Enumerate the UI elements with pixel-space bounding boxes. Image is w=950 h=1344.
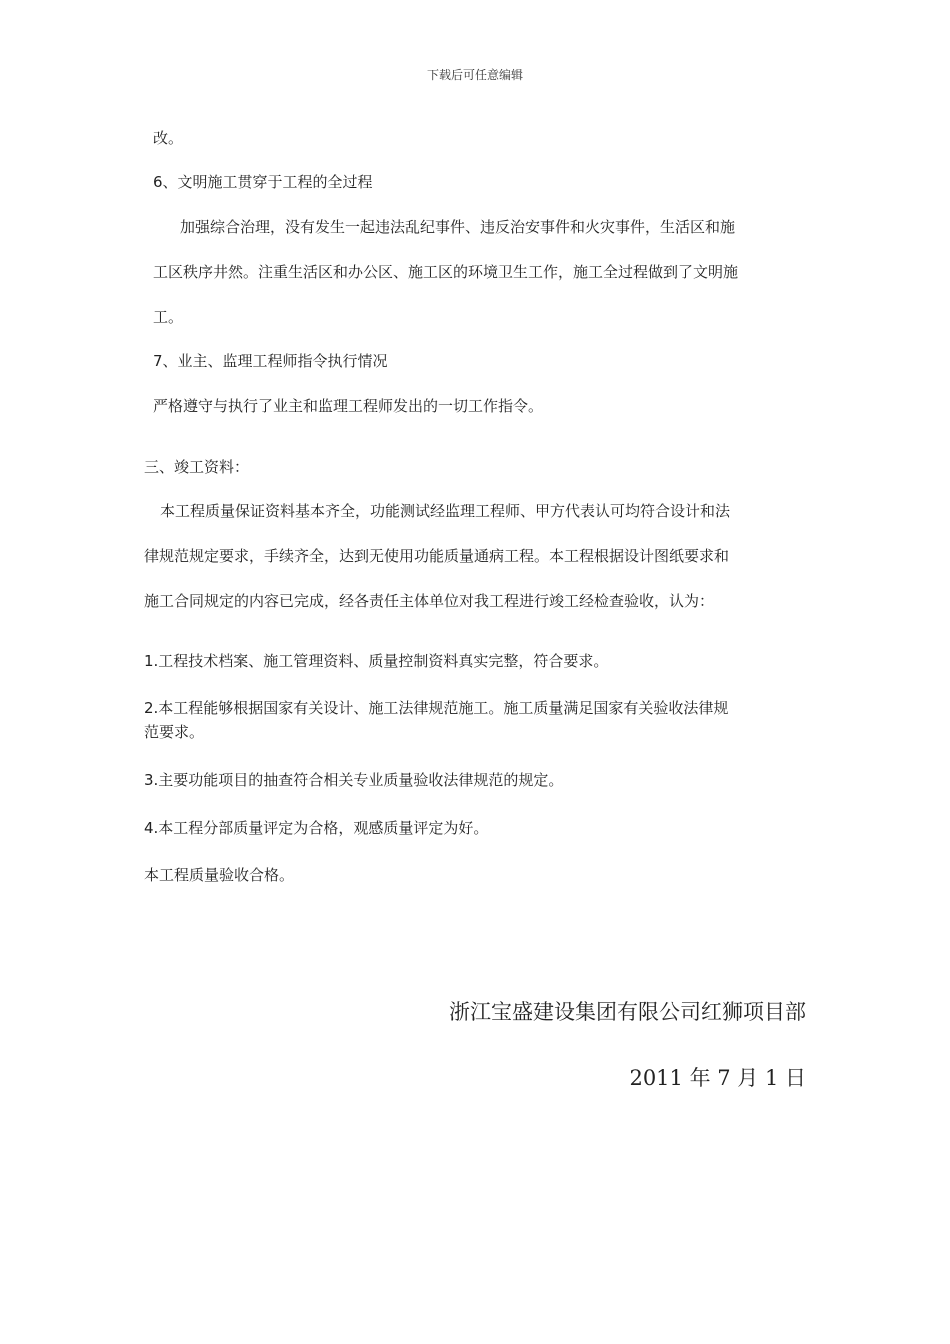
text-line: 工。 (153, 308, 184, 326)
text-line: 本工程质量保证资料基本齐全，功能测试经监理工程师、甲方代表认可均符合设计和法 (160, 502, 731, 520)
text-line: 施工合同规定的内容已完成，经各责任主体单位对我工程进行竣工经检查验收，认为： (144, 592, 715, 610)
section-heading-7: 7、业主、监理工程师指令执行情况 (153, 352, 388, 370)
text-line: 改。 (153, 129, 184, 147)
conclusion-line: 本工程质量验收合格。 (144, 866, 295, 884)
page-header: 下载后可任意编辑 (426, 68, 523, 82)
list-item-3: 3.主要功能项目的抽查符合相关专业质量验收法律规范的规定。 (144, 771, 564, 789)
signature-date: 2011 年 7 月 1 日 (629, 1066, 806, 1090)
section-heading-3: 三、竣工资料： (144, 458, 250, 476)
section-heading-6: 6、文明施工贯穿于工程的全过程 (153, 173, 373, 191)
text-line: 加强综合治理，没有发生一起违法乱纪事件、违反治安事件和火灾事件，生活区和施 (180, 218, 736, 236)
text-line: 严格遵守与执行了业主和监理工程师发出的一切工作指令。 (153, 397, 544, 415)
text-line: 工区秩序井然。注重生活区和办公区、施工区的环境卫生工作，施工全过程做到了文明施 (153, 263, 739, 281)
list-item-2-cont: 范要求。 (144, 723, 205, 741)
list-item-4: 4.本工程分部质量评定为合格，观感质量评定为好。 (144, 819, 489, 837)
list-item-1: 1.工程技术档案、施工管理资料、质量控制资料真实完整，符合要求。 (144, 652, 609, 670)
signature-company: 浙江宝盛建设集团有限公司红狮项目部 (449, 1000, 806, 1024)
list-item-2: 2.本工程能够根据国家有关设计、施工法律规范施工。施工质量满足国家有关验收法律规 (144, 699, 729, 717)
text-line: 律规范规定要求，手续齐全，达到无使用功能质量通病工程。本工程根据设计图纸要求和 (144, 547, 730, 565)
